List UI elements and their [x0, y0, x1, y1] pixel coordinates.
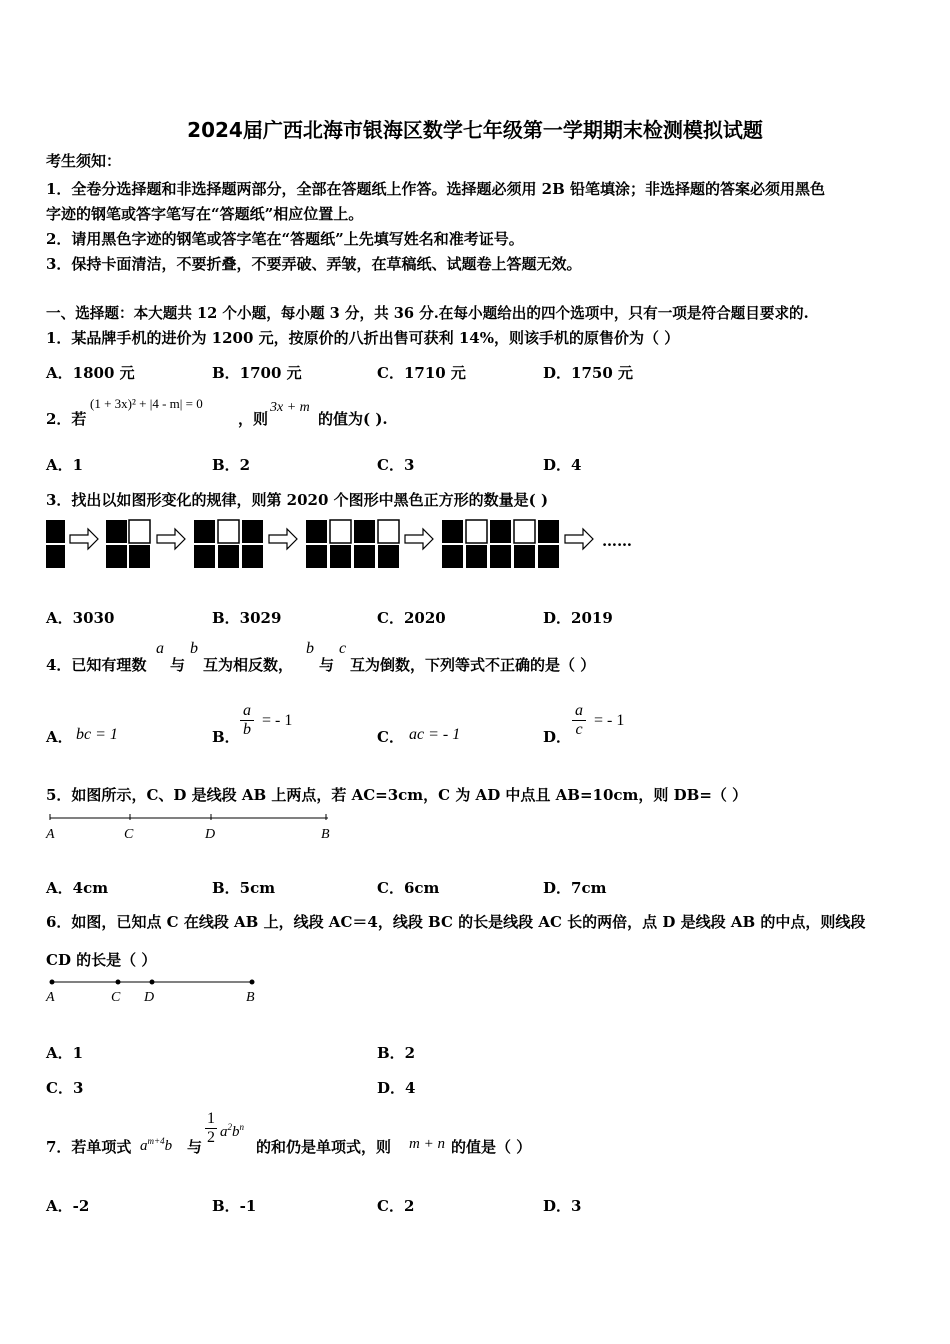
q4-b-numerator: a: [243, 702, 251, 719]
q7-option-a: A．-2: [46, 1197, 90, 1215]
q3-pattern-figure: [44, 518, 604, 570]
q7-mono1-base: a: [140, 1138, 148, 1154]
q7-suffix: 的值是（ ）: [451, 1138, 532, 1156]
q7-mono2-bexp: n: [239, 1122, 244, 1132]
q7-mono2-base: a: [220, 1124, 228, 1140]
q4-option-b-fraction: [240, 702, 254, 739]
q2-expression: 3x + m: [270, 400, 310, 415]
q7-option-b: B．-1: [212, 1197, 257, 1215]
q4-p4: 与: [319, 656, 335, 674]
q4-var-b2: b: [306, 640, 314, 657]
q2-option-b: B．2: [212, 456, 251, 474]
q1-option-d: D．1750 元: [543, 364, 633, 382]
q3-option-d: D．2019: [543, 609, 613, 627]
q3-option-b: B．3029: [212, 609, 282, 627]
q4-p5: 互为倒数，下列等式不正确的是（ ）: [350, 656, 596, 674]
q5-option-b: B．5cm: [212, 879, 276, 897]
q4-option-c-expr: ac = - 1: [409, 726, 461, 743]
q6-stem-2: CD 的长是（ ）: [46, 951, 157, 969]
q6-point-d: D: [144, 990, 155, 1005]
q7-monomial-1: [140, 1136, 172, 1155]
q1-option-b: B．1700 元: [212, 364, 302, 382]
q2-option-d: D．4: [543, 456, 582, 474]
q4-b-denominator: b: [243, 721, 251, 738]
q2-option-a: A．1: [46, 456, 84, 474]
q7-mono2-exp: 2: [227, 1122, 232, 1132]
notice-line-1a: 1．全卷分选择题和非选择题两部分，全部在答题纸上作答。选择题必须用 2B 铅笔填涂；非选择题的答案必须用黑色: [46, 180, 826, 198]
q1-stem: 1．某品牌手机的进价为 1200 元，按原价的八折出售可获利 14%，则该手机的原售价为（ ）: [46, 329, 680, 347]
q6-point-c: C: [111, 990, 121, 1005]
q1-option-a: A．1800 元: [46, 364, 135, 382]
q6-option-c: C．3: [46, 1079, 84, 1097]
q6-option-d: D．4: [377, 1079, 416, 1097]
q4-option-a-label: A．: [46, 728, 73, 746]
q4-option-b-rest: = - 1: [262, 712, 293, 729]
q5-stem: 5．如图所示，C、D 是线段 AB 上两点，若 AC=3cm，C 为 AD 中点且 AB=10cm，则 DB=（ ）: [46, 786, 748, 804]
q4-option-c-label: C．: [377, 728, 404, 746]
q4-p3: 互为相反数，: [203, 656, 294, 674]
q2-option-c: C．3: [377, 456, 415, 474]
q3-stem: 3．找出以如图形变化的规律，则第 2020 个图形中黑色正方形的数量是( ): [46, 491, 549, 509]
pattern-figure-4: [306, 520, 399, 568]
q4-option-a-expr: bc = 1: [76, 726, 118, 743]
q6-option-b: B．2: [377, 1044, 416, 1062]
q7-expression: m + n: [409, 1136, 445, 1152]
q5-point-d: D: [205, 827, 216, 842]
q4-option-d-rest: = - 1: [594, 712, 625, 729]
pattern-figure-2: [106, 520, 150, 568]
notice-line-3: 3．保持卡面清洁，不要折叠，不要弄破、弄皱，在草稿纸、试题卷上答题无效。: [46, 255, 582, 273]
pattern-figure-1: [46, 520, 65, 568]
q4-p1: 4．已知有理数: [46, 656, 147, 674]
q5-segment-figure: [44, 812, 344, 846]
q3-option-a: A．3030: [46, 609, 115, 627]
q1-option-c: C．1710 元: [377, 364, 466, 382]
q3-option-c: C．2020: [377, 609, 446, 627]
q7-option-c: C．2: [377, 1197, 415, 1215]
q7-mono1-exp: m+4: [147, 1136, 165, 1146]
q2-suffix: 的值为( ).: [318, 410, 388, 428]
q4-d-numerator: a: [575, 702, 583, 719]
q5-option-a: A．4cm: [46, 879, 109, 897]
q7-frac-num: 1: [207, 1110, 215, 1127]
q7-prefix: 7．若单项式: [46, 1138, 132, 1156]
q7-mono1-b: b: [164, 1138, 173, 1154]
q6-point-b: B: [246, 990, 255, 1005]
q5-option-d: D．7cm: [543, 879, 607, 897]
q7-fraction: [205, 1110, 217, 1147]
page-title: 2024届广西北海市银海区数学七年级第一学期期末检测模拟试题: [187, 118, 763, 142]
q5-point-c: C: [124, 827, 134, 842]
q6-option-a: A．1: [46, 1044, 84, 1062]
q4-p2: 与: [170, 656, 186, 674]
q5-option-c: C．6cm: [377, 879, 440, 897]
q7-option-d: D．3: [543, 1197, 582, 1215]
q4-option-d-label: D．: [543, 728, 572, 746]
notice-heading: 考生须知：: [46, 152, 122, 170]
q4-var-c: c: [339, 640, 347, 657]
q2-equation: (1 + 3x)² + |4 - m| = 0: [90, 396, 203, 411]
q5-point-a: A: [46, 827, 55, 842]
notice-line-1b: 字迹的钢笔或答字笔写在“答题纸”相应位置上。: [46, 205, 364, 223]
pattern-figure-5: [442, 520, 559, 568]
q3-ellipsis: ……: [602, 532, 632, 550]
q7-frac-den: 2: [207, 1129, 215, 1146]
q4-d-denominator: c: [575, 721, 583, 738]
q4-var-b: b: [190, 640, 198, 657]
q7-mid: 与: [187, 1138, 203, 1156]
q4-var-a: a: [156, 640, 164, 657]
notice-line-2: 2．请用黑色字迹的钢笔或答字笔在“答题纸”上先填写姓名和准考证号。: [46, 230, 524, 248]
section-heading: 一、选择题：本大题共 12 个小题，每小题 3 分，共 36 分.在每小题给出的四个选项中，只有一项是符合题目要求的.: [46, 305, 809, 322]
q7-p2: 的和仍是单项式，则: [256, 1138, 392, 1156]
q4-option-b-label: B．: [212, 728, 240, 746]
q2-prefix: 2．若: [46, 410, 87, 428]
q4-option-d-fraction: [572, 702, 586, 739]
q5-point-b: B: [321, 827, 330, 842]
q6-segment-figure: [44, 975, 274, 1009]
q7-mono2-b: b: [232, 1124, 240, 1140]
pattern-figure-3: [194, 520, 263, 568]
q7-monomial-2: [220, 1122, 244, 1141]
q6-point-a: A: [46, 990, 55, 1005]
q6-stem-1: 6．如图，已知点 C 在线段 AB 上，线段 AC＝4，线段 BC 的长是线段 AC 长的两倍，点 D 是线段 AB 的中点，则线段: [46, 913, 866, 931]
q2-mid: ，则: [238, 410, 269, 428]
